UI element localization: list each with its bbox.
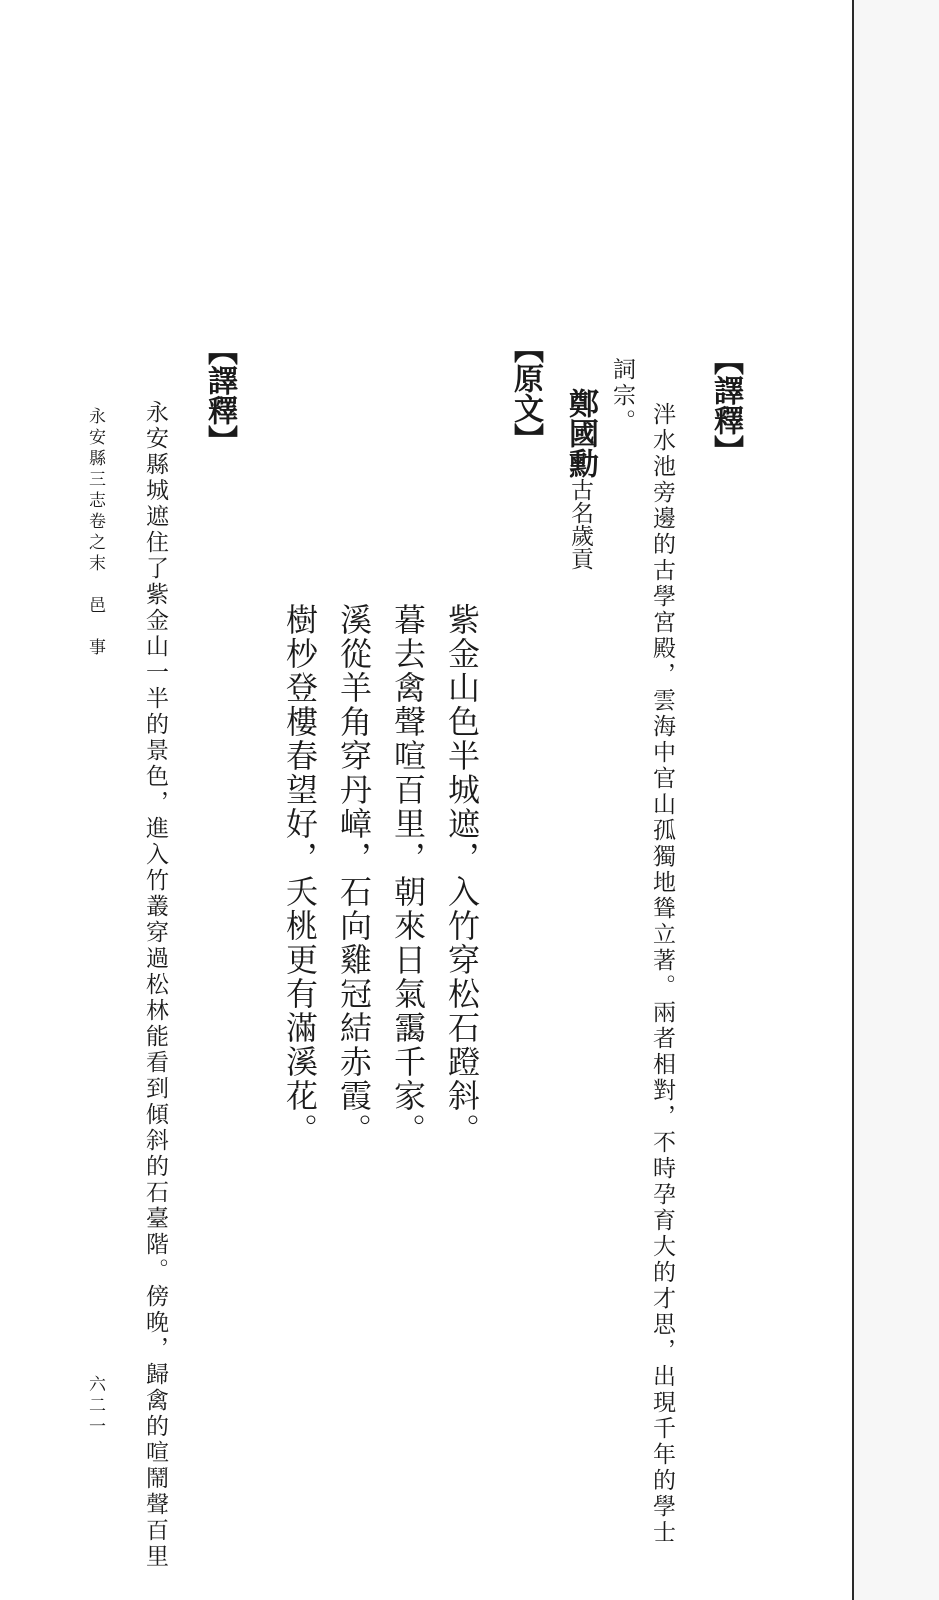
translation-1-line-1: 泮水池旁邊的古學宮殿，雲海中官山孤獨地聳立著。兩者相對，不時孕育大的才思，出現千年的學士 <box>649 402 675 1546</box>
translation-heading-2: 【譯釋】 <box>202 335 237 455</box>
translation-heading-1: 【譯釋】 <box>708 345 743 465</box>
poem-author-line <box>558 388 602 570</box>
poem-line-4: 樹杪登樓春望好，夭桃更有滿溪花。 <box>281 603 319 1147</box>
original-heading: 【原文】 <box>508 333 543 453</box>
author-note: 古名歲貢 <box>567 478 593 570</box>
translation-1-line-2: 詞宗。 <box>609 357 635 435</box>
poem-line-3: 溪從羊角穿丹嶂，石向雞冠結赤霞。 <box>335 603 373 1147</box>
translation-2-line-1: 永安縣城遮住了紫金山一半的景色，進入竹叢穿過松林能看到傾斜的石臺階。傍晚，歸禽的喧鬧聲百里 <box>142 400 168 1570</box>
book-title-footer: 永安縣三志卷之末 邑 事 <box>85 407 105 659</box>
page-number: 六二一 <box>85 1375 105 1438</box>
poem-line-2: 暮去禽聲喧百里，朝來日氣靄千家。 <box>389 603 427 1147</box>
poem-line-1: 紫金山色半城遮，入竹穿松石蹬斜。 <box>443 603 481 1147</box>
page-edge-line <box>852 0 854 1600</box>
page-edge-shadow <box>854 0 939 1600</box>
author-name: 鄭國勳 <box>563 388 598 478</box>
